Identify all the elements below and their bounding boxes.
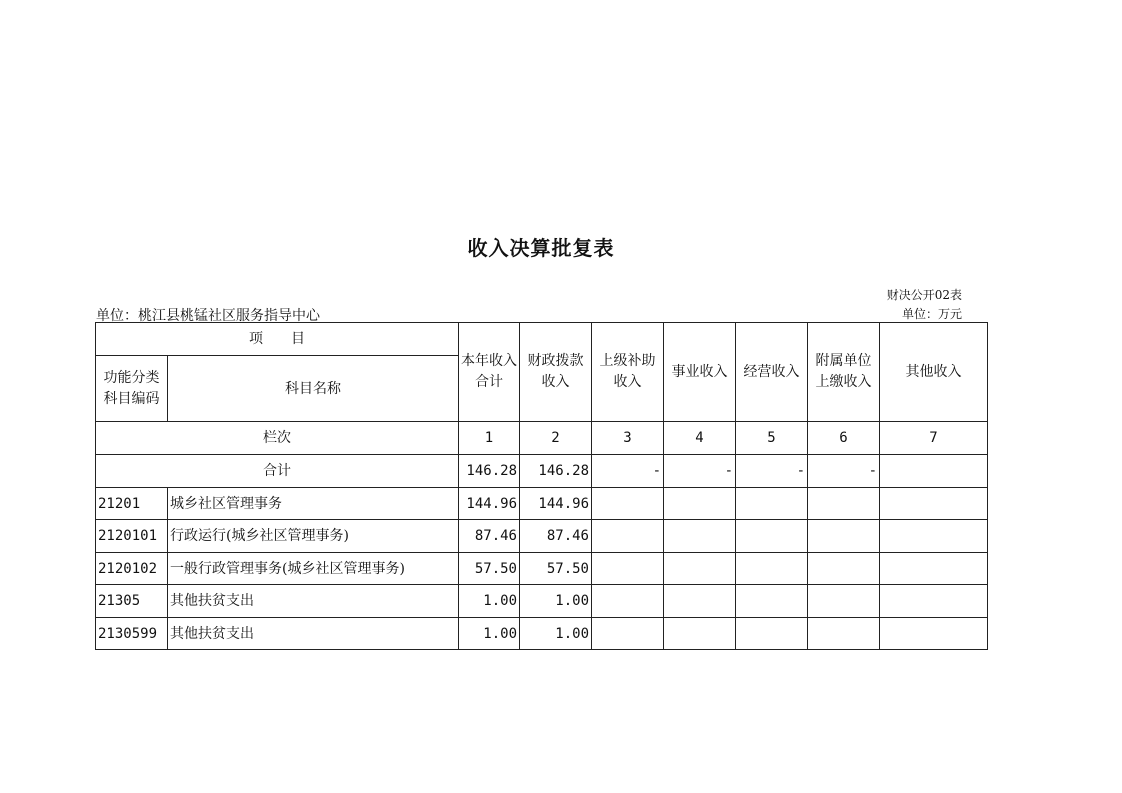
table-row — [96, 520, 988, 553]
row-name: 行政运行(城乡社区管理事务) — [168, 520, 459, 553]
amount-unit: 单位：万元 — [901, 307, 962, 321]
form-code: 财决公开02表 — [886, 288, 962, 302]
row-value — [664, 585, 736, 618]
row-value — [592, 585, 664, 618]
row-value — [808, 488, 880, 520]
index-num: 3 — [592, 422, 664, 455]
index-num: 1 — [459, 422, 520, 455]
row-value: 57.50 — [459, 553, 520, 585]
header-col-5: 经营收入 — [736, 323, 808, 422]
total-value: - — [736, 455, 808, 488]
index-num: 2 — [520, 422, 592, 455]
row-name: 其他扶贫支出 — [168, 585, 459, 618]
table-row — [96, 618, 988, 650]
row-value — [592, 553, 664, 585]
header-col-3: 上级补助收入 — [592, 323, 664, 422]
table-row — [96, 488, 988, 520]
header-row-1 — [96, 323, 988, 356]
header-col-1: 本年收入合计 — [459, 323, 520, 422]
row-value — [592, 618, 664, 650]
index-num: 6 — [808, 422, 880, 455]
page-title: 收入决算批复表 — [467, 236, 615, 260]
row-value — [736, 585, 808, 618]
total-row — [96, 455, 988, 488]
row-value — [736, 488, 808, 520]
header-col-2: 财政拨款收入 — [520, 323, 592, 422]
row-name: 一般行政管理事务(城乡社区管理事务) — [168, 553, 459, 585]
row-value — [880, 553, 988, 585]
row-value — [880, 618, 988, 650]
row-value — [808, 585, 880, 618]
row-value — [592, 520, 664, 553]
row-value: 1.00 — [459, 585, 520, 618]
row-value — [592, 488, 664, 520]
total-value: - — [592, 455, 664, 488]
total-value — [880, 455, 988, 488]
row-value — [808, 553, 880, 585]
index-num: 5 — [736, 422, 808, 455]
row-name: 其他扶贫支出 — [168, 618, 459, 650]
total-label: 合计 — [96, 455, 459, 488]
table-row — [96, 553, 988, 585]
row-value — [880, 585, 988, 618]
row-value: 87.46 — [520, 520, 592, 553]
header-col-7: 其他收入 — [880, 323, 988, 422]
row-value — [736, 618, 808, 650]
row-value: 57.50 — [520, 553, 592, 585]
row-value: 144.96 — [520, 488, 592, 520]
row-value — [736, 553, 808, 585]
index-num: 7 — [880, 422, 988, 455]
total-value: 146.28 — [520, 455, 592, 488]
row-value — [808, 618, 880, 650]
row-code: 21305 — [96, 585, 168, 618]
row-value — [664, 488, 736, 520]
index-label: 栏次 — [96, 422, 459, 455]
row-value — [736, 520, 808, 553]
row-value: 1.00 — [459, 618, 520, 650]
total-value: - — [664, 455, 736, 488]
row-value — [808, 520, 880, 553]
row-value: 1.00 — [520, 618, 592, 650]
total-value: - — [808, 455, 880, 488]
row-value — [664, 520, 736, 553]
row-name: 城乡社区管理事务 — [168, 488, 459, 520]
row-code: 2120101 — [96, 520, 168, 553]
income-table — [95, 322, 988, 650]
row-value: 87.46 — [459, 520, 520, 553]
header-project: 项 目 — [96, 323, 459, 356]
reporting-unit: 单位：桃江县桃锰社区服务指导中心 — [96, 308, 320, 324]
header-col-4: 事业收入 — [664, 323, 736, 422]
row-code: 21201 — [96, 488, 168, 520]
row-value — [880, 520, 988, 553]
row-value — [664, 553, 736, 585]
row-code: 2130599 — [96, 618, 168, 650]
total-value: 146.28 — [459, 455, 520, 488]
row-value: 1.00 — [520, 585, 592, 618]
row-value — [880, 488, 988, 520]
table-row — [96, 585, 988, 618]
header-name: 科目名称 — [168, 356, 459, 422]
row-value: 144.96 — [459, 488, 520, 520]
index-num: 4 — [664, 422, 736, 455]
index-row — [96, 422, 988, 455]
header-code: 功能分类科目编码 — [96, 356, 168, 422]
row-code: 2120102 — [96, 553, 168, 585]
row-value — [664, 618, 736, 650]
header-col-6: 附属单位上缴收入 — [808, 323, 880, 422]
